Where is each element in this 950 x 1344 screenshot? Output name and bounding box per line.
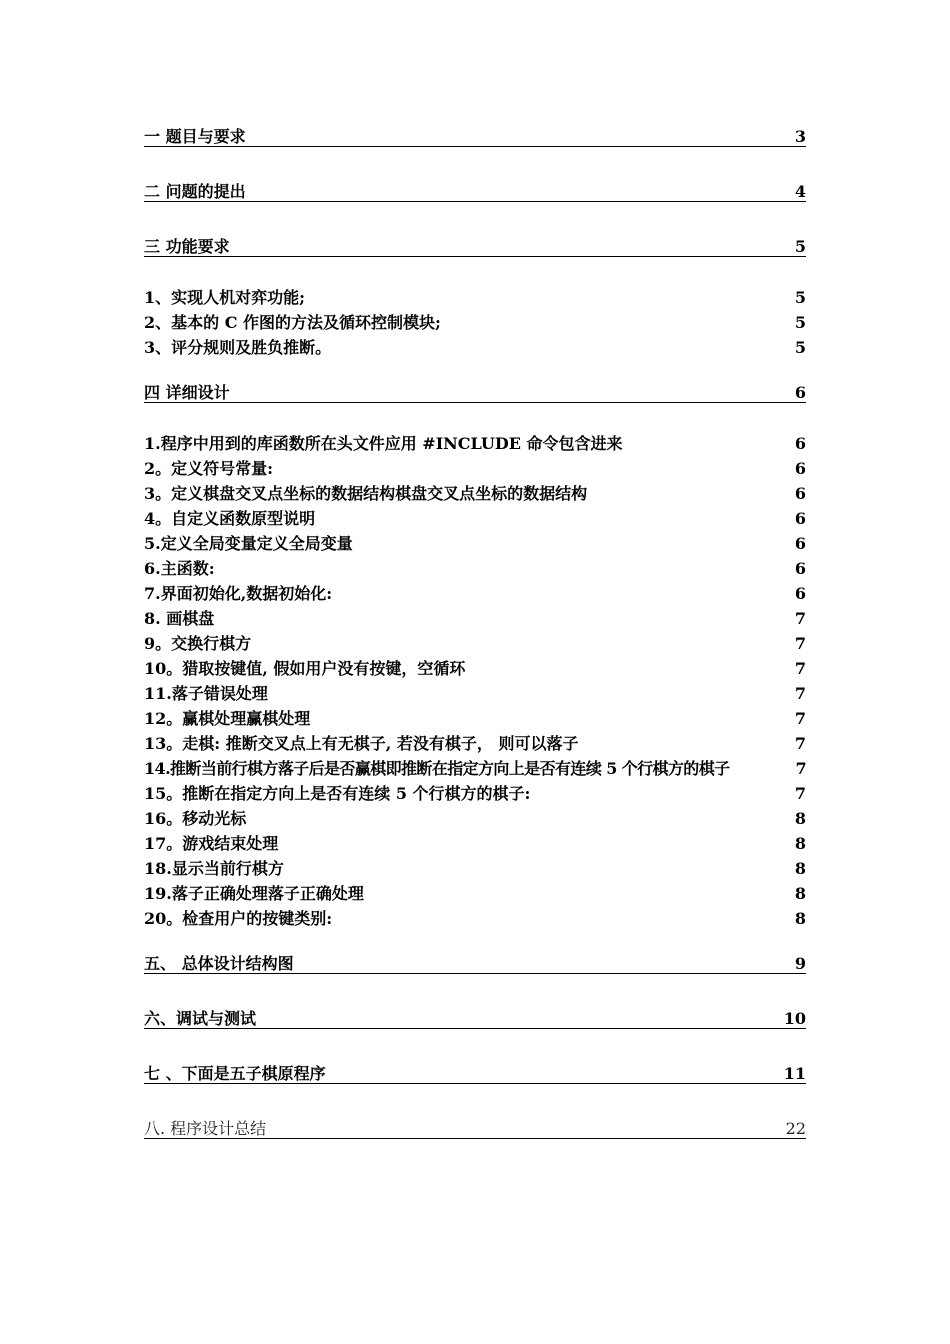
toc-page-number: 6 (794, 584, 806, 603)
toc-entry-title: 14.推断当前行棋方落子后是否赢棋即推断在指定方向上是否有连续 5 个行棋方的棋子 (144, 759, 730, 778)
toc-entry[interactable] (144, 431, 806, 456)
toc-page-number: 7 (794, 659, 806, 678)
toc-entry-title: 1.程序中用到的库函数所在头文件应用 #INCLUDE 命令包含进来 (144, 434, 623, 453)
toc-page-number: 6 (794, 509, 806, 528)
toc-section-3-items (144, 285, 806, 360)
toc-entry[interactable] (144, 335, 806, 360)
toc-entry-title: 3。定义棋盘交叉点坐标的数据结构棋盘交叉点坐标的数据结构 (144, 484, 588, 503)
toc-entry[interactable] (144, 310, 806, 335)
toc-page-number: 3 (794, 127, 806, 146)
toc-heading[interactable] (144, 182, 806, 202)
toc-entry[interactable] (144, 731, 806, 756)
toc-entry-title: 12。赢棋处理赢棋处理 (144, 709, 311, 728)
toc-heading-title: 三 功能要求 (144, 237, 230, 256)
toc-entry-title: 20。检查用户的按键类别: (144, 909, 333, 928)
toc-page-number: 6 (794, 559, 806, 578)
toc-page-number: 7 (794, 634, 806, 653)
toc-page-number: 5 (794, 237, 806, 256)
toc-page-number: 7 (794, 709, 806, 728)
toc-page-number: 7 (794, 684, 806, 703)
toc-entry[interactable] (144, 656, 806, 681)
toc-entry[interactable] (144, 756, 806, 781)
toc-heading[interactable] (144, 383, 806, 403)
toc-entry-title: 16。移动光标 (144, 809, 247, 828)
toc-page-number: 22 (785, 1119, 806, 1138)
toc-entry-title: 7.界面初始化,数据初始化: (144, 584, 333, 603)
toc-page-number: 8 (794, 884, 806, 903)
toc-entry-title: 2。定义符号常量: (144, 459, 274, 478)
toc-entry[interactable] (144, 285, 806, 310)
toc-page-number: 11 (783, 1064, 806, 1083)
toc-page-number: 10 (783, 1009, 806, 1028)
toc-entry-title: 19.落子正确处理落子正确处理 (144, 884, 364, 903)
toc-entry-title: 9。交换行棋方 (144, 634, 252, 653)
toc-heading-title: 六、调试与测试 (144, 1009, 257, 1028)
toc-entry-title: 3、评分规则及胜负推断。 (144, 338, 332, 357)
toc-page-number: 8 (794, 909, 806, 928)
toc-heading-title: 二 问题的提出 (144, 182, 246, 201)
toc-entry[interactable] (144, 481, 806, 506)
toc-entry-title: 15。推断在指定方向上是否有连续 5 个行棋方的棋子: (144, 784, 531, 803)
table-of-contents (144, 125, 806, 1139)
toc-page-number: 6 (794, 383, 806, 402)
toc-page-number: 7 (794, 734, 806, 753)
toc-heading[interactable] (144, 237, 806, 257)
toc-page-number: 5 (794, 288, 806, 307)
toc-section-4-items (144, 431, 806, 931)
toc-entry[interactable] (144, 706, 806, 731)
toc-heading[interactable] (144, 1064, 806, 1084)
toc-entry[interactable] (144, 906, 806, 931)
toc-heading-title: 八. 程序设计总结 (144, 1119, 267, 1138)
toc-page-number: 6 (794, 534, 806, 553)
toc-entry-title: 13。走棋: 推断交叉点上有无棋子, 若没有棋子， 则可以落子 (144, 734, 579, 753)
toc-entry[interactable] (144, 856, 806, 881)
toc-entry[interactable] (144, 681, 806, 706)
toc-entry-title: 11.落子错误处理 (144, 684, 268, 703)
toc-heading[interactable] (144, 954, 806, 974)
toc-entry-title: 6.主函数: (144, 559, 215, 578)
toc-entry-title: 10。猎取按键值, 假如用户没有按键，空循环 (144, 659, 466, 678)
toc-page-number: 8 (794, 809, 806, 828)
toc-entry[interactable] (144, 881, 806, 906)
toc-page-number: 6 (794, 459, 806, 478)
toc-entry[interactable] (144, 606, 806, 631)
toc-entry-title: 1、实现人机对弈功能; (144, 288, 306, 307)
toc-heading-title: 五、 总体设计结构图 (144, 954, 294, 973)
toc-page-number: 9 (794, 954, 806, 973)
toc-entry[interactable] (144, 631, 806, 656)
toc-entry-title: 5.定义全局变量定义全局变量 (144, 534, 353, 553)
toc-entry-title: 18.显示当前行棋方 (144, 859, 284, 878)
toc-entry-title: 2、基本的 C 作图的方法及循环控制模块; (144, 313, 441, 332)
toc-entry[interactable] (144, 781, 806, 806)
toc-heading-title: 七 、下面是五子棋原程序 (144, 1064, 326, 1083)
toc-page-number: 6 (794, 484, 806, 503)
toc-page-number: 7 (795, 759, 806, 778)
toc-page-number: 6 (794, 434, 806, 453)
toc-entry[interactable] (144, 831, 806, 856)
toc-entry[interactable] (144, 581, 806, 606)
toc-heading[interactable] (144, 1119, 806, 1139)
toc-page-number: 8 (794, 859, 806, 878)
toc-entry-title: 17。游戏结束处理 (144, 834, 279, 853)
toc-entry-title: 4。自定义函数原型说明 (144, 509, 316, 528)
toc-entry[interactable] (144, 806, 806, 831)
toc-entry-title: 8. 画棋盘 (144, 609, 215, 628)
toc-heading-title: 一 题目与要求 (144, 127, 246, 146)
toc-page-number: 7 (794, 609, 806, 628)
toc-page-number: 5 (794, 313, 806, 332)
toc-entry[interactable] (144, 531, 806, 556)
toc-entry[interactable] (144, 456, 806, 481)
toc-page-number: 4 (794, 182, 806, 201)
toc-page-number: 7 (794, 784, 806, 803)
toc-entry[interactable] (144, 556, 806, 581)
toc-entry[interactable] (144, 506, 806, 531)
toc-heading[interactable] (144, 127, 806, 147)
toc-page-number: 8 (794, 834, 806, 853)
toc-heading-title: 四 详细设计 (144, 383, 230, 402)
toc-page-number: 5 (794, 338, 806, 357)
toc-heading[interactable] (144, 1009, 806, 1029)
